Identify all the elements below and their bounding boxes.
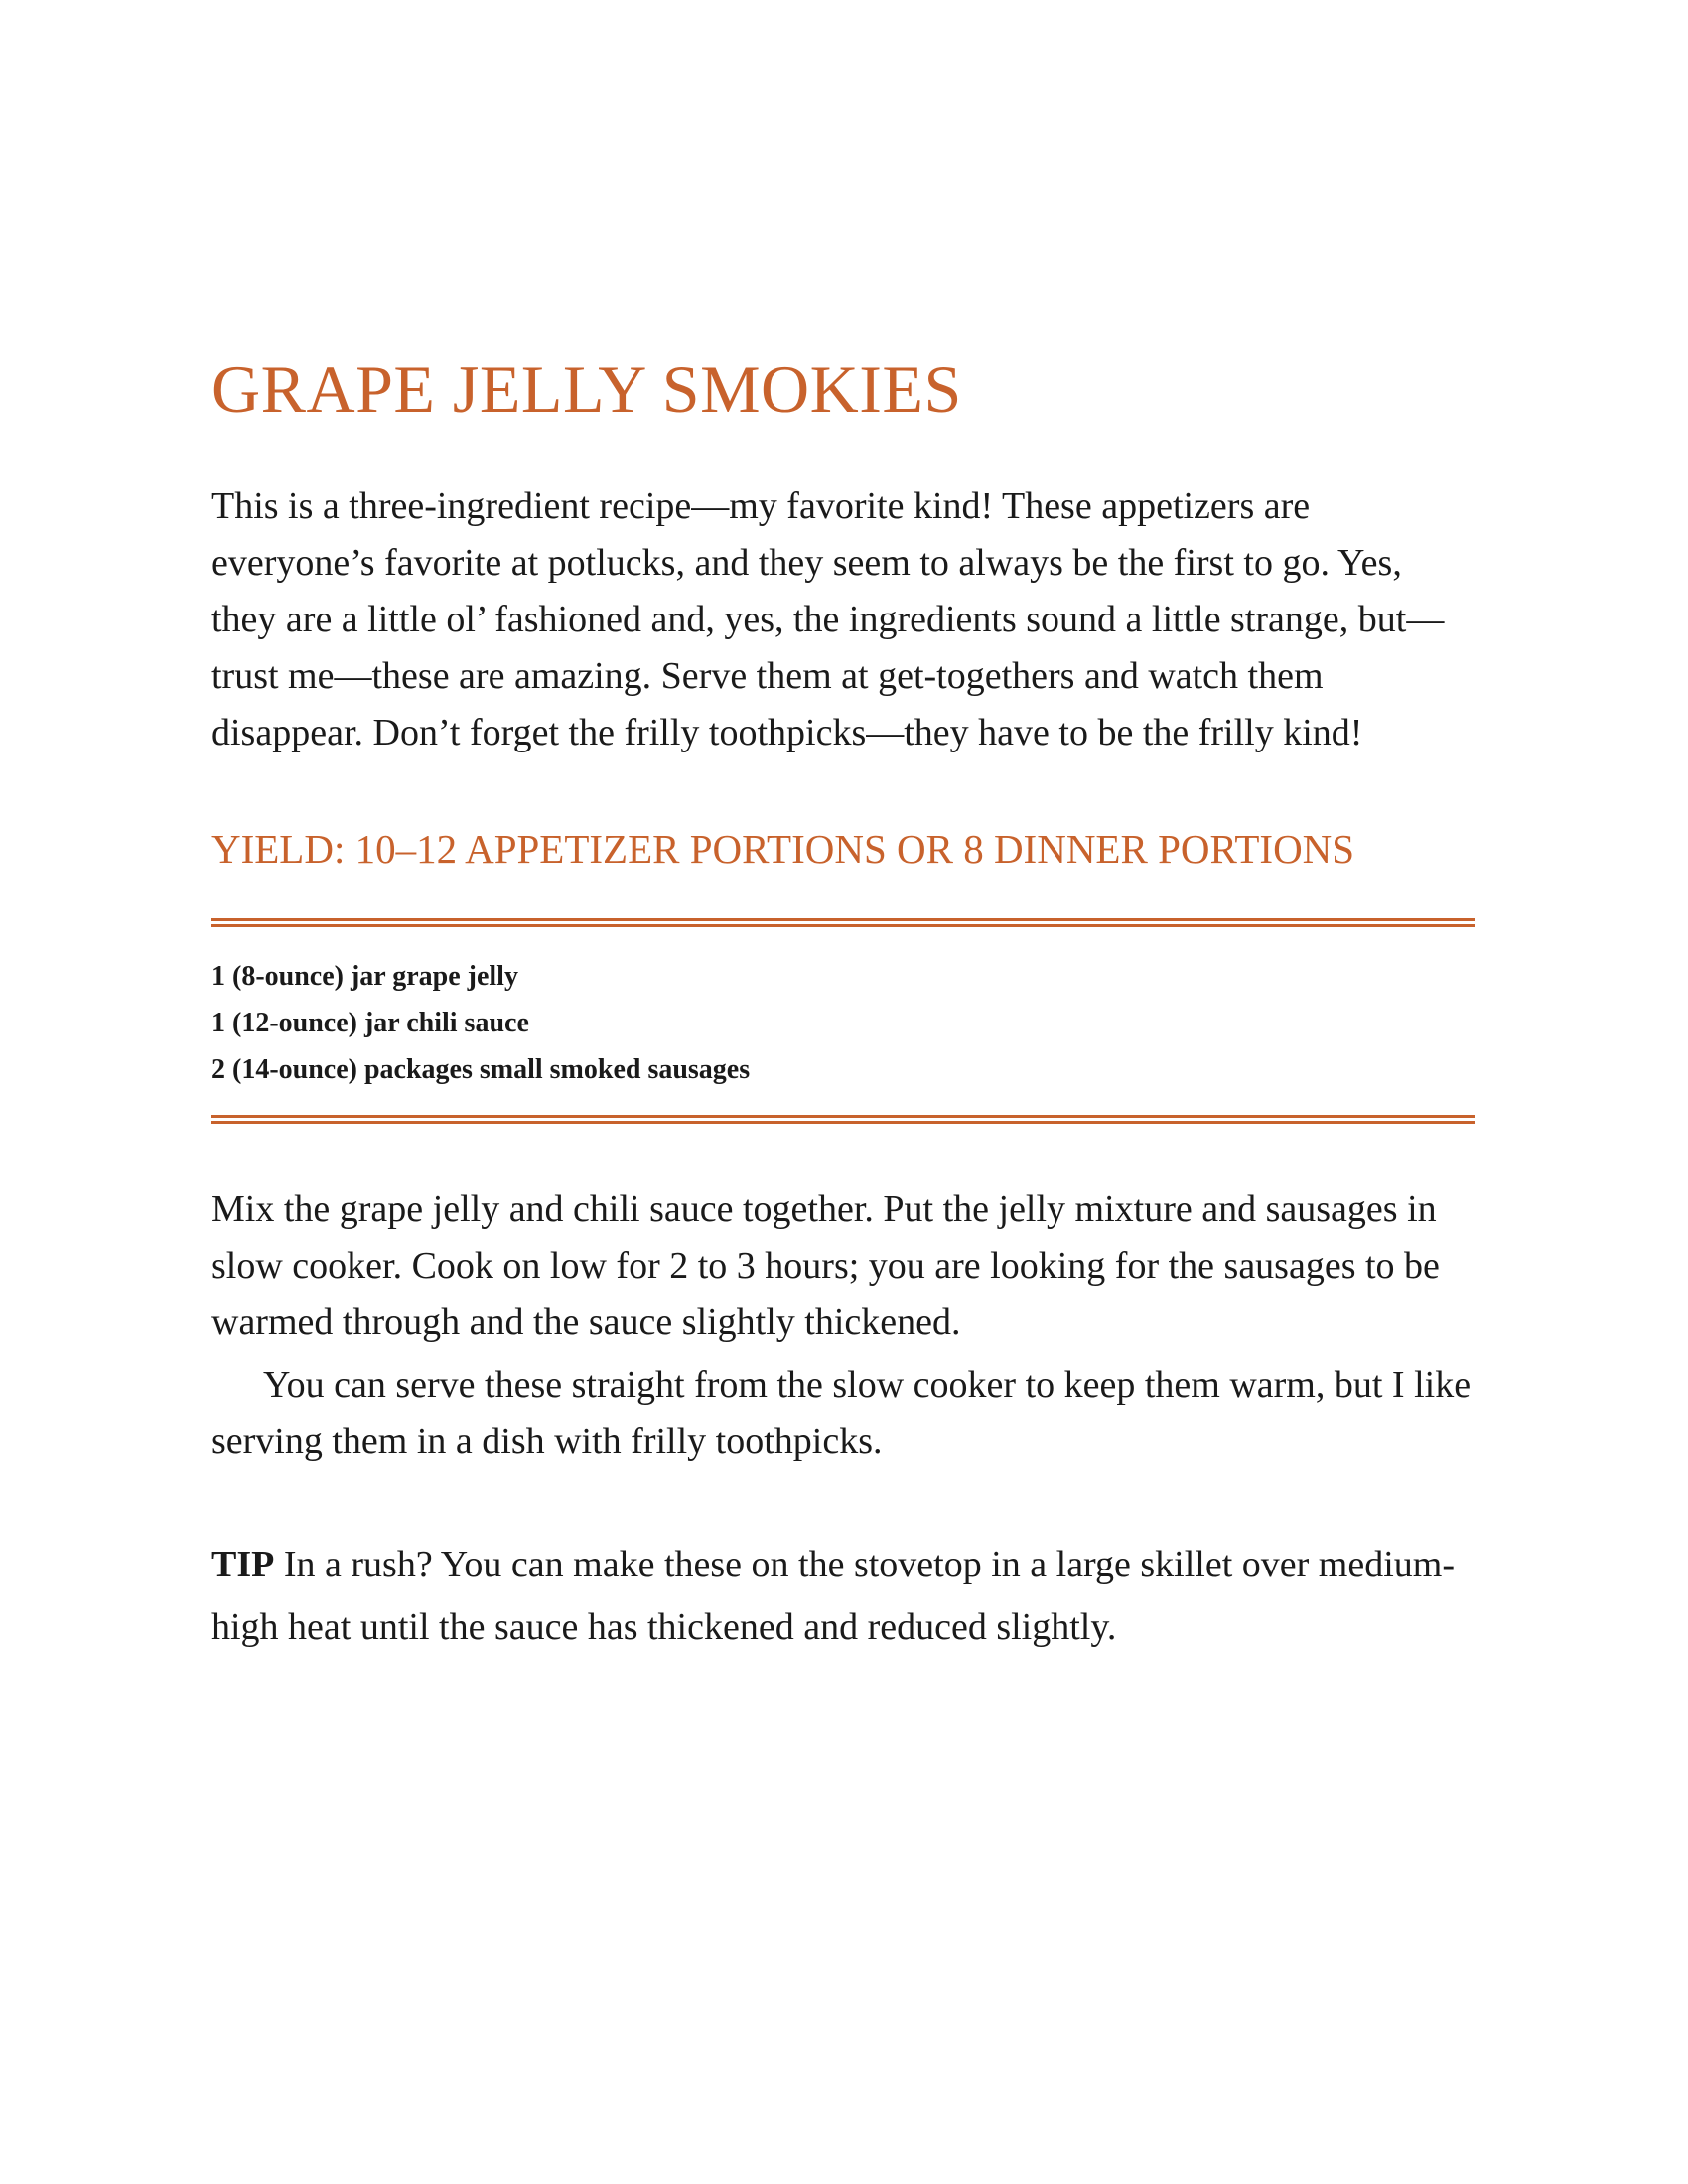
step-paragraph: You can serve these straight from the slow cooker to keep them warm, but I like serving them in a dish with frilly toothpicks. — [211, 1364, 1472, 1462]
ingredients-box — [211, 918, 1475, 1124]
recipe-page — [211, 349, 1475, 1659]
ingredient-item: 1 (8-ounce) jar grape jelly — [211, 961, 518, 992]
ingredient-item: 1 (12-ounce) jar chili sauce — [211, 1008, 529, 1038]
recipe-steps — [211, 1181, 1475, 1470]
recipe-tip — [211, 1534, 1475, 1659]
recipe-title: GRAPE JELLY SMOKIES — [211, 351, 962, 427]
recipe-intro: This is a three-ingredient recipe—my favorite kind! These appetizers are everyone’s favorite at potlucks, and they seem to always be the first to go. Yes, they are a little ol’ fashioned and, yes, the ingredients sound a little strange, but—trust me—these are amazing. Serve them at get-togethers and watch them disappear. Don’t forget the frilly toothpicks—they have to be the frilly kind! — [211, 485, 1445, 753]
ingredients-list — [211, 953, 1475, 1093]
tip-text: In a rush? You can make these on the stovetop in a large skillet over medium-high heat until the sauce has thickened and reduced slightly. — [211, 1544, 1455, 1648]
step-paragraph: Mix the grape jelly and chili sauce together. Put the jelly mixture and sausages in slow cooker. Cook on low for 2 to 3 hours; you are looking for the sausages to be warmed through and the sauce slightly thickened. — [211, 1188, 1440, 1343]
ingredients-inner-rule — [211, 924, 1475, 1118]
recipe-yield: YIELD: 10–12 APPETIZER PORTIONS OR 8 DINNER PORTIONS — [211, 826, 1355, 872]
ingredient-item: 2 (14-ounce) packages small smoked sausages — [211, 1054, 751, 1085]
tip-label: TIP — [211, 1544, 275, 1585]
